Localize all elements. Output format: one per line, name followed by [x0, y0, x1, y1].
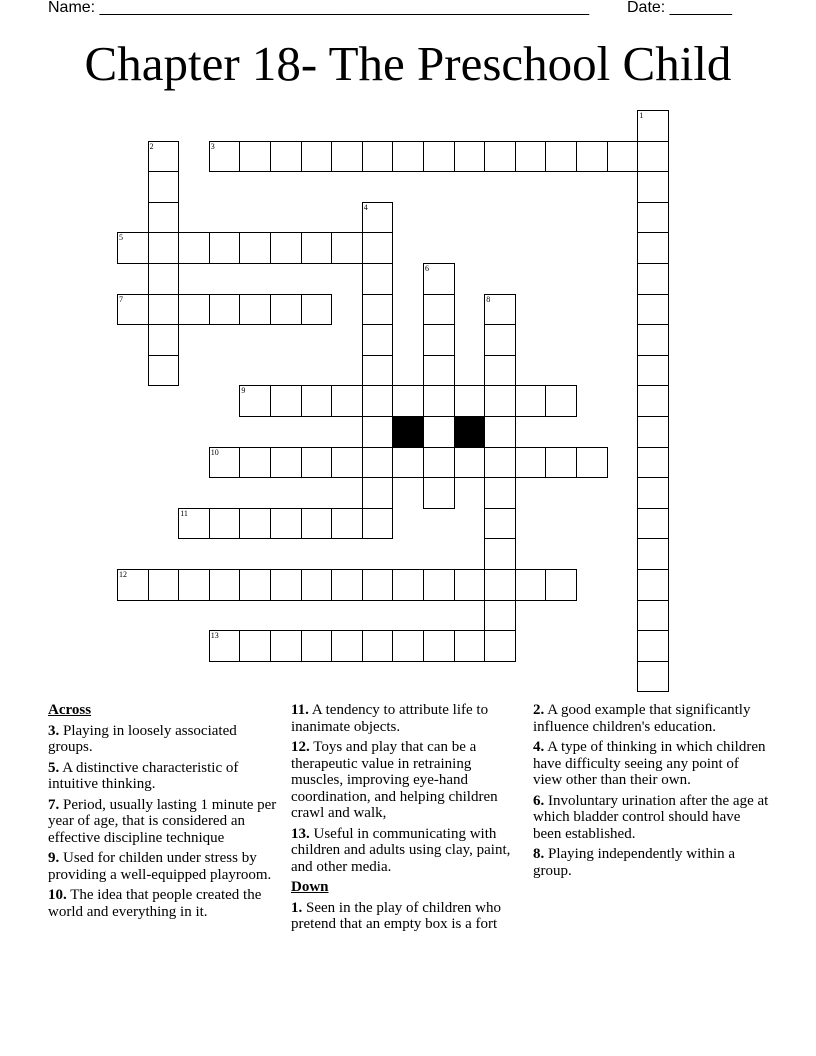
- answer-cell[interactable]: [484, 477, 516, 509]
- answer-cell[interactable]: [515, 569, 547, 601]
- answer-cell[interactable]: [362, 355, 394, 387]
- answer-cell[interactable]: [637, 110, 669, 142]
- answer-cell[interactable]: [148, 569, 180, 601]
- answer-cell[interactable]: [331, 569, 363, 601]
- answer-cell[interactable]: [239, 141, 271, 173]
- clue-number-label: 10: [210, 447, 219, 457]
- answer-cell[interactable]: [301, 232, 333, 264]
- answer-cell[interactable]: [515, 447, 547, 479]
- answer-cell[interactable]: [392, 385, 424, 417]
- answer-cell[interactable]: [301, 141, 333, 173]
- clue-across-7: [48, 797, 284, 847]
- answer-cell[interactable]: [301, 569, 333, 601]
- answer-cell[interactable]: [515, 141, 547, 173]
- answer-cell[interactable]: [270, 508, 302, 540]
- black-cell: [392, 416, 424, 448]
- answer-cell[interactable]: [178, 294, 210, 326]
- answer-cell[interactable]: [209, 232, 241, 264]
- answer-cell[interactable]: [423, 385, 455, 417]
- answer-cell[interactable]: [270, 385, 302, 417]
- clues-column-2: [291, 702, 527, 937]
- answer-cell[interactable]: [637, 630, 669, 662]
- clue-text: The idea that people created the world and everything in it.: [48, 887, 262, 920]
- clue-down-8: [533, 846, 769, 879]
- clue-text: Playing independently within a group.: [533, 846, 736, 879]
- clue-text: A good example that significantly influence children's education.: [533, 702, 751, 735]
- answer-cell[interactable]: [454, 385, 486, 417]
- answer-cell[interactable]: [637, 263, 669, 295]
- clue-number-label: 5: [119, 233, 123, 243]
- page-title: Chapter 18- The Preschool Child: [84, 36, 732, 91]
- clue-across-13: [291, 826, 527, 876]
- black-cell: [454, 416, 486, 448]
- answer-cell[interactable]: [362, 569, 394, 601]
- answer-cell[interactable]: [301, 508, 333, 540]
- clue-number-label: 2: [149, 141, 154, 151]
- answer-cell[interactable]: [637, 447, 669, 479]
- answer-cell[interactable]: [331, 385, 363, 417]
- answer-cell[interactable]: [423, 477, 455, 509]
- answer-cell[interactable]: [178, 569, 210, 601]
- answer-cell[interactable]: [637, 538, 669, 570]
- answer-cell[interactable]: [239, 447, 271, 479]
- answer-cell[interactable]: [392, 569, 424, 601]
- answer-cell[interactable]: [454, 447, 486, 479]
- answer-cell[interactable]: [117, 232, 149, 264]
- answer-cell[interactable]: [270, 232, 302, 264]
- answer-cell[interactable]: [545, 385, 577, 417]
- clue-number-label: 8: [486, 294, 491, 304]
- answer-cell[interactable]: [454, 569, 486, 601]
- clue-down-4: [533, 739, 769, 789]
- answer-cell[interactable]: [362, 385, 394, 417]
- answer-cell[interactable]: [270, 447, 302, 479]
- answer-cell[interactable]: [637, 600, 669, 632]
- clue-number: 12.: [291, 739, 310, 755]
- answer-cell[interactable]: [423, 447, 455, 479]
- answer-cell[interactable]: [362, 202, 394, 234]
- answer-cell[interactable]: [148, 202, 180, 234]
- clue-number-label: 7: [119, 294, 123, 304]
- clue-across-10: [48, 887, 284, 920]
- answer-cell[interactable]: [545, 569, 577, 601]
- answer-cell[interactable]: [301, 630, 333, 662]
- clue-across-12: [291, 739, 527, 822]
- clue-number: 10.: [48, 887, 67, 903]
- answer-cell[interactable]: [301, 385, 333, 417]
- answer-cell[interactable]: [362, 232, 394, 264]
- answer-cell[interactable]: [637, 355, 669, 387]
- answer-cell[interactable]: [148, 355, 180, 387]
- answer-cell[interactable]: [392, 630, 424, 662]
- answer-cell[interactable]: [484, 538, 516, 570]
- clue-down-1: [291, 900, 527, 933]
- answer-cell[interactable]: [423, 416, 455, 448]
- answer-cell[interactable]: [423, 324, 455, 356]
- answer-cell[interactable]: [637, 232, 669, 264]
- clue-number: 11.: [291, 702, 309, 718]
- answer-cell[interactable]: [637, 661, 669, 693]
- answer-cell[interactable]: [637, 141, 669, 173]
- clue-text: Used for childen under stress by providing a well-equipped playroom.: [48, 850, 272, 883]
- answer-cell[interactable]: [362, 447, 394, 479]
- answer-cell[interactable]: [423, 569, 455, 601]
- answer-cell[interactable]: [270, 630, 302, 662]
- answer-cell[interactable]: [239, 294, 271, 326]
- answer-cell[interactable]: [178, 232, 210, 264]
- answer-cell[interactable]: [239, 232, 271, 264]
- answer-cell[interactable]: [331, 630, 363, 662]
- answer-cell[interactable]: [484, 447, 516, 479]
- answer-cell[interactable]: [209, 569, 241, 601]
- answer-cell[interactable]: [637, 385, 669, 417]
- answer-cell[interactable]: [423, 355, 455, 387]
- answer-cell[interactable]: [423, 294, 455, 326]
- answer-cell[interactable]: [148, 294, 180, 326]
- clues-column-1: [48, 702, 284, 924]
- clue-number-label: 13: [210, 631, 219, 641]
- name-field-label[interactable]: Name: _______________________________________________________: [48, 0, 589, 16]
- across-heading: Across: [48, 702, 92, 718]
- clue-text: Involuntary urination after the age at which bladder control should have been established.: [533, 792, 769, 842]
- answer-cell[interactable]: [576, 141, 608, 173]
- answer-cell[interactable]: [178, 508, 210, 540]
- answer-cell[interactable]: [545, 447, 577, 479]
- answer-cell[interactable]: [637, 477, 669, 509]
- clue-number-label: 1: [639, 111, 644, 120]
- answer-cell[interactable]: [209, 447, 241, 479]
- answer-cell[interactable]: [637, 416, 669, 448]
- answer-cell[interactable]: [576, 447, 608, 479]
- answer-cell[interactable]: [209, 141, 241, 173]
- answer-cell[interactable]: [270, 294, 302, 326]
- answer-cell[interactable]: [239, 508, 271, 540]
- answer-cell[interactable]: [362, 477, 394, 509]
- answer-cell[interactable]: [392, 141, 424, 173]
- clue-number-label: 3: [210, 141, 215, 151]
- clue-down-6: [533, 793, 769, 843]
- answer-cell[interactable]: [239, 630, 271, 662]
- answer-cell[interactable]: [239, 569, 271, 601]
- answer-cell[interactable]: [209, 294, 241, 326]
- clue-number: 7.: [48, 796, 60, 813]
- clue-number: 3.: [48, 722, 60, 739]
- clue-number-label: 11: [180, 508, 188, 518]
- answer-cell[interactable]: [484, 600, 516, 632]
- answer-cell[interactable]: [148, 171, 180, 203]
- answer-cell[interactable]: [515, 385, 547, 417]
- clue-text: Period, usually lasting 1 minute per year of age, that is considered an effective discipline technique: [48, 796, 277, 846]
- answer-cell[interactable]: [362, 263, 394, 295]
- answer-cell[interactable]: [331, 447, 363, 479]
- answer-cell[interactable]: [270, 141, 302, 173]
- clue-down-2: [533, 702, 769, 735]
- clue-text: Playing in loosely associated groups.: [48, 722, 237, 755]
- answer-cell[interactable]: [362, 630, 394, 662]
- clue-across-11: [291, 702, 527, 735]
- answer-cell[interactable]: [423, 141, 455, 173]
- answer-cell[interactable]: [484, 630, 516, 662]
- answer-cell[interactable]: [209, 630, 241, 662]
- clue-across-3: [48, 723, 284, 756]
- clue-number-label: 9: [241, 386, 246, 396]
- clue-number: 2.: [533, 702, 545, 718]
- answer-cell[interactable]: [301, 294, 333, 326]
- answer-cell[interactable]: [392, 447, 424, 479]
- clue-number-label: 6: [425, 264, 429, 273]
- answer-cell[interactable]: [423, 263, 455, 295]
- down-heading: Down: [291, 879, 329, 895]
- clue-number: 5.: [48, 759, 60, 776]
- answer-cell[interactable]: [239, 385, 271, 417]
- answer-cell[interactable]: [362, 416, 394, 448]
- answer-cell[interactable]: [484, 416, 516, 448]
- answer-cell[interactable]: [148, 324, 180, 356]
- clue-text: Toys and play that can be a therapeutic value in retraining muscles, improving eye-hand coordination, and helping children crawl and walk,: [291, 739, 498, 821]
- answer-cell[interactable]: [148, 263, 180, 295]
- answer-cell[interactable]: [637, 508, 669, 540]
- date-field-label[interactable]: Date: _______: [627, 0, 732, 16]
- clue-number: 9.: [48, 850, 60, 866]
- answer-cell[interactable]: [148, 232, 180, 264]
- answer-cell[interactable]: [117, 569, 149, 601]
- clue-number: 6.: [533, 792, 545, 809]
- answer-cell[interactable]: [637, 171, 669, 203]
- answer-cell[interactable]: [484, 294, 516, 326]
- answer-cell[interactable]: [148, 141, 180, 173]
- clue-text: Seen in the play of children who pretend that an empty box is a fort: [291, 899, 501, 932]
- answer-cell[interactable]: [454, 141, 486, 173]
- answer-cell[interactable]: [209, 508, 241, 540]
- answer-cell[interactable]: [117, 294, 149, 326]
- clue-number: 1.: [291, 899, 303, 916]
- answer-cell[interactable]: [331, 232, 363, 264]
- clue-number-label: 12: [119, 570, 127, 579]
- answer-cell[interactable]: [637, 324, 669, 356]
- clue-across-9: [48, 850, 284, 883]
- clue-number: 8.: [533, 846, 545, 862]
- answer-cell[interactable]: [301, 447, 333, 479]
- answer-cell[interactable]: [484, 508, 516, 540]
- answer-cell[interactable]: [362, 294, 394, 326]
- answer-cell[interactable]: [270, 569, 302, 601]
- answer-cell[interactable]: [484, 324, 516, 356]
- clue-number-label: 4: [363, 202, 368, 212]
- clue-across-5: [48, 760, 284, 793]
- answer-cell[interactable]: [362, 508, 394, 540]
- answer-cell[interactable]: [331, 508, 363, 540]
- answer-cell[interactable]: [362, 324, 394, 356]
- answer-cell[interactable]: [637, 294, 669, 326]
- clue-text: A tendency to attribute life to inanimate objects.: [291, 702, 489, 735]
- answer-cell[interactable]: [362, 141, 394, 173]
- answer-cell[interactable]: [423, 630, 455, 662]
- answer-cell[interactable]: [454, 630, 486, 662]
- clue-text: A distinctive characteristic of intuitive thinking.: [48, 759, 239, 792]
- answer-cell[interactable]: [484, 141, 516, 173]
- answer-cell[interactable]: [545, 141, 577, 173]
- clue-text: Useful in communicating with children and adults using clay, paint, and other media.: [291, 825, 511, 875]
- answer-cell[interactable]: [331, 141, 363, 173]
- answer-cell[interactable]: [637, 569, 669, 601]
- clue-number: 4.: [533, 739, 545, 755]
- clue-text: A type of thinking in which children have difficulty seeing any point of view other than their own.: [533, 739, 766, 788]
- answer-cell[interactable]: [607, 141, 639, 173]
- answer-cell[interactable]: [637, 202, 669, 234]
- answer-cell[interactable]: [484, 355, 516, 387]
- answer-cell[interactable]: [484, 569, 516, 601]
- answer-cell[interactable]: [484, 385, 516, 417]
- clues-column-3: [533, 702, 769, 883]
- clue-number: 13.: [291, 825, 310, 842]
